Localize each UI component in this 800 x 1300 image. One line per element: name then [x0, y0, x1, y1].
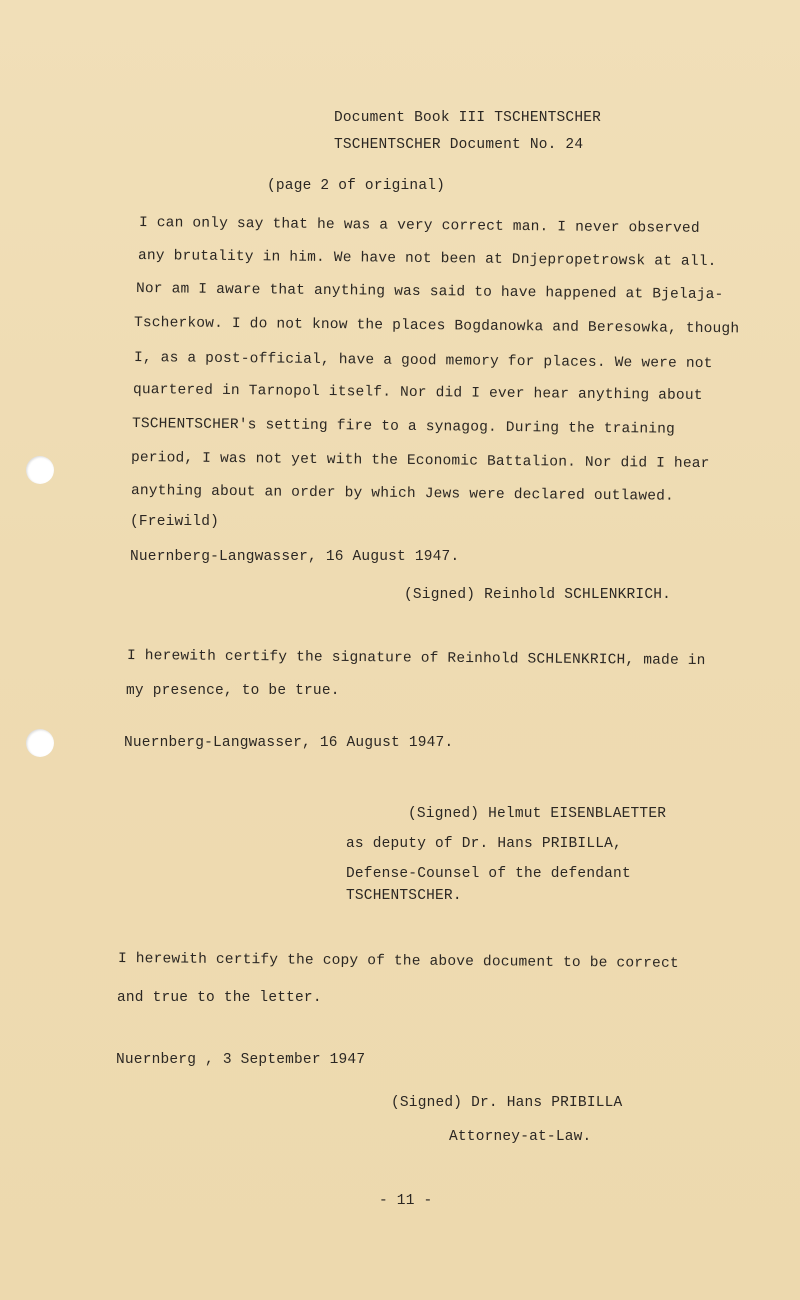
- header-document-number: TSCHENTSCHER Document No. 24: [334, 137, 584, 153]
- body-line: (Freiwild): [130, 514, 220, 530]
- certification-1-place-date: Nuernberg-Langwasser, 16 August 1947.: [124, 735, 454, 751]
- certification-2-line: and true to the letter.: [117, 990, 322, 1006]
- body-line: Nor am I aware that anything was said to have happened at Bjelaja-: [135, 281, 724, 304]
- certification-1-defendant: TSCHENTSCHER.: [346, 888, 462, 904]
- body-line: period, I was not yet with the Economic Battalion. Nor did I hear: [130, 450, 710, 473]
- body-line: Tscherkow. I do not know the places Bogdanowka and Beresowka, though: [133, 315, 740, 338]
- page-note: (page 2 of original): [267, 178, 446, 194]
- body-line: any brutality in him. We have not been at Dnjepropetrowsk at all.: [137, 248, 717, 271]
- certification-1-line: I herewith certify the signature of Reinhold SCHLENKRICH, made in: [126, 648, 706, 670]
- body-line: I, as a post-official, have a good memory for places. We were not: [133, 350, 713, 373]
- header-document-book: Document Book III TSCHENTSCHER: [334, 110, 602, 126]
- body-line: quartered in Tarnopol itself. Nor did I ever hear anything about: [132, 382, 703, 404]
- page-number: - 11 -: [379, 1193, 433, 1209]
- certification-2-title: Attorney-at-Law.: [449, 1129, 592, 1145]
- punch-hole-bottom: [26, 729, 54, 757]
- certification-2-line: I herewith certify the copy of the above document to be correct: [117, 951, 679, 972]
- certification-2-signature: (Signed) Dr. Hans PRIBILLA: [391, 1095, 623, 1111]
- certification-1-deputy: as deputy of Dr. Hans PRIBILLA,: [346, 836, 622, 852]
- body-line: I can only say that he was a very correct man. I never observed: [138, 215, 700, 237]
- punch-hole-top: [26, 456, 54, 484]
- certification-1-signature: (Signed) Helmut EISENBLAETTER: [408, 806, 667, 822]
- affidavit-place-date: Nuernberg-Langwasser, 16 August 1947.: [130, 549, 460, 565]
- body-line: anything about an order by which Jews were declared outlawed.: [130, 483, 675, 505]
- certification-1-line: my presence, to be true.: [126, 683, 340, 699]
- affidavit-signature: (Signed) Reinhold SCHLENKRICH.: [404, 587, 672, 603]
- certification-1-role: Defense-Counsel of the defendant: [346, 866, 631, 882]
- certification-2-place-date: Nuernberg , 3 September 1947: [116, 1052, 366, 1068]
- body-line: TSCHENTSCHER's setting fire to a synagog. During the training: [131, 416, 676, 438]
